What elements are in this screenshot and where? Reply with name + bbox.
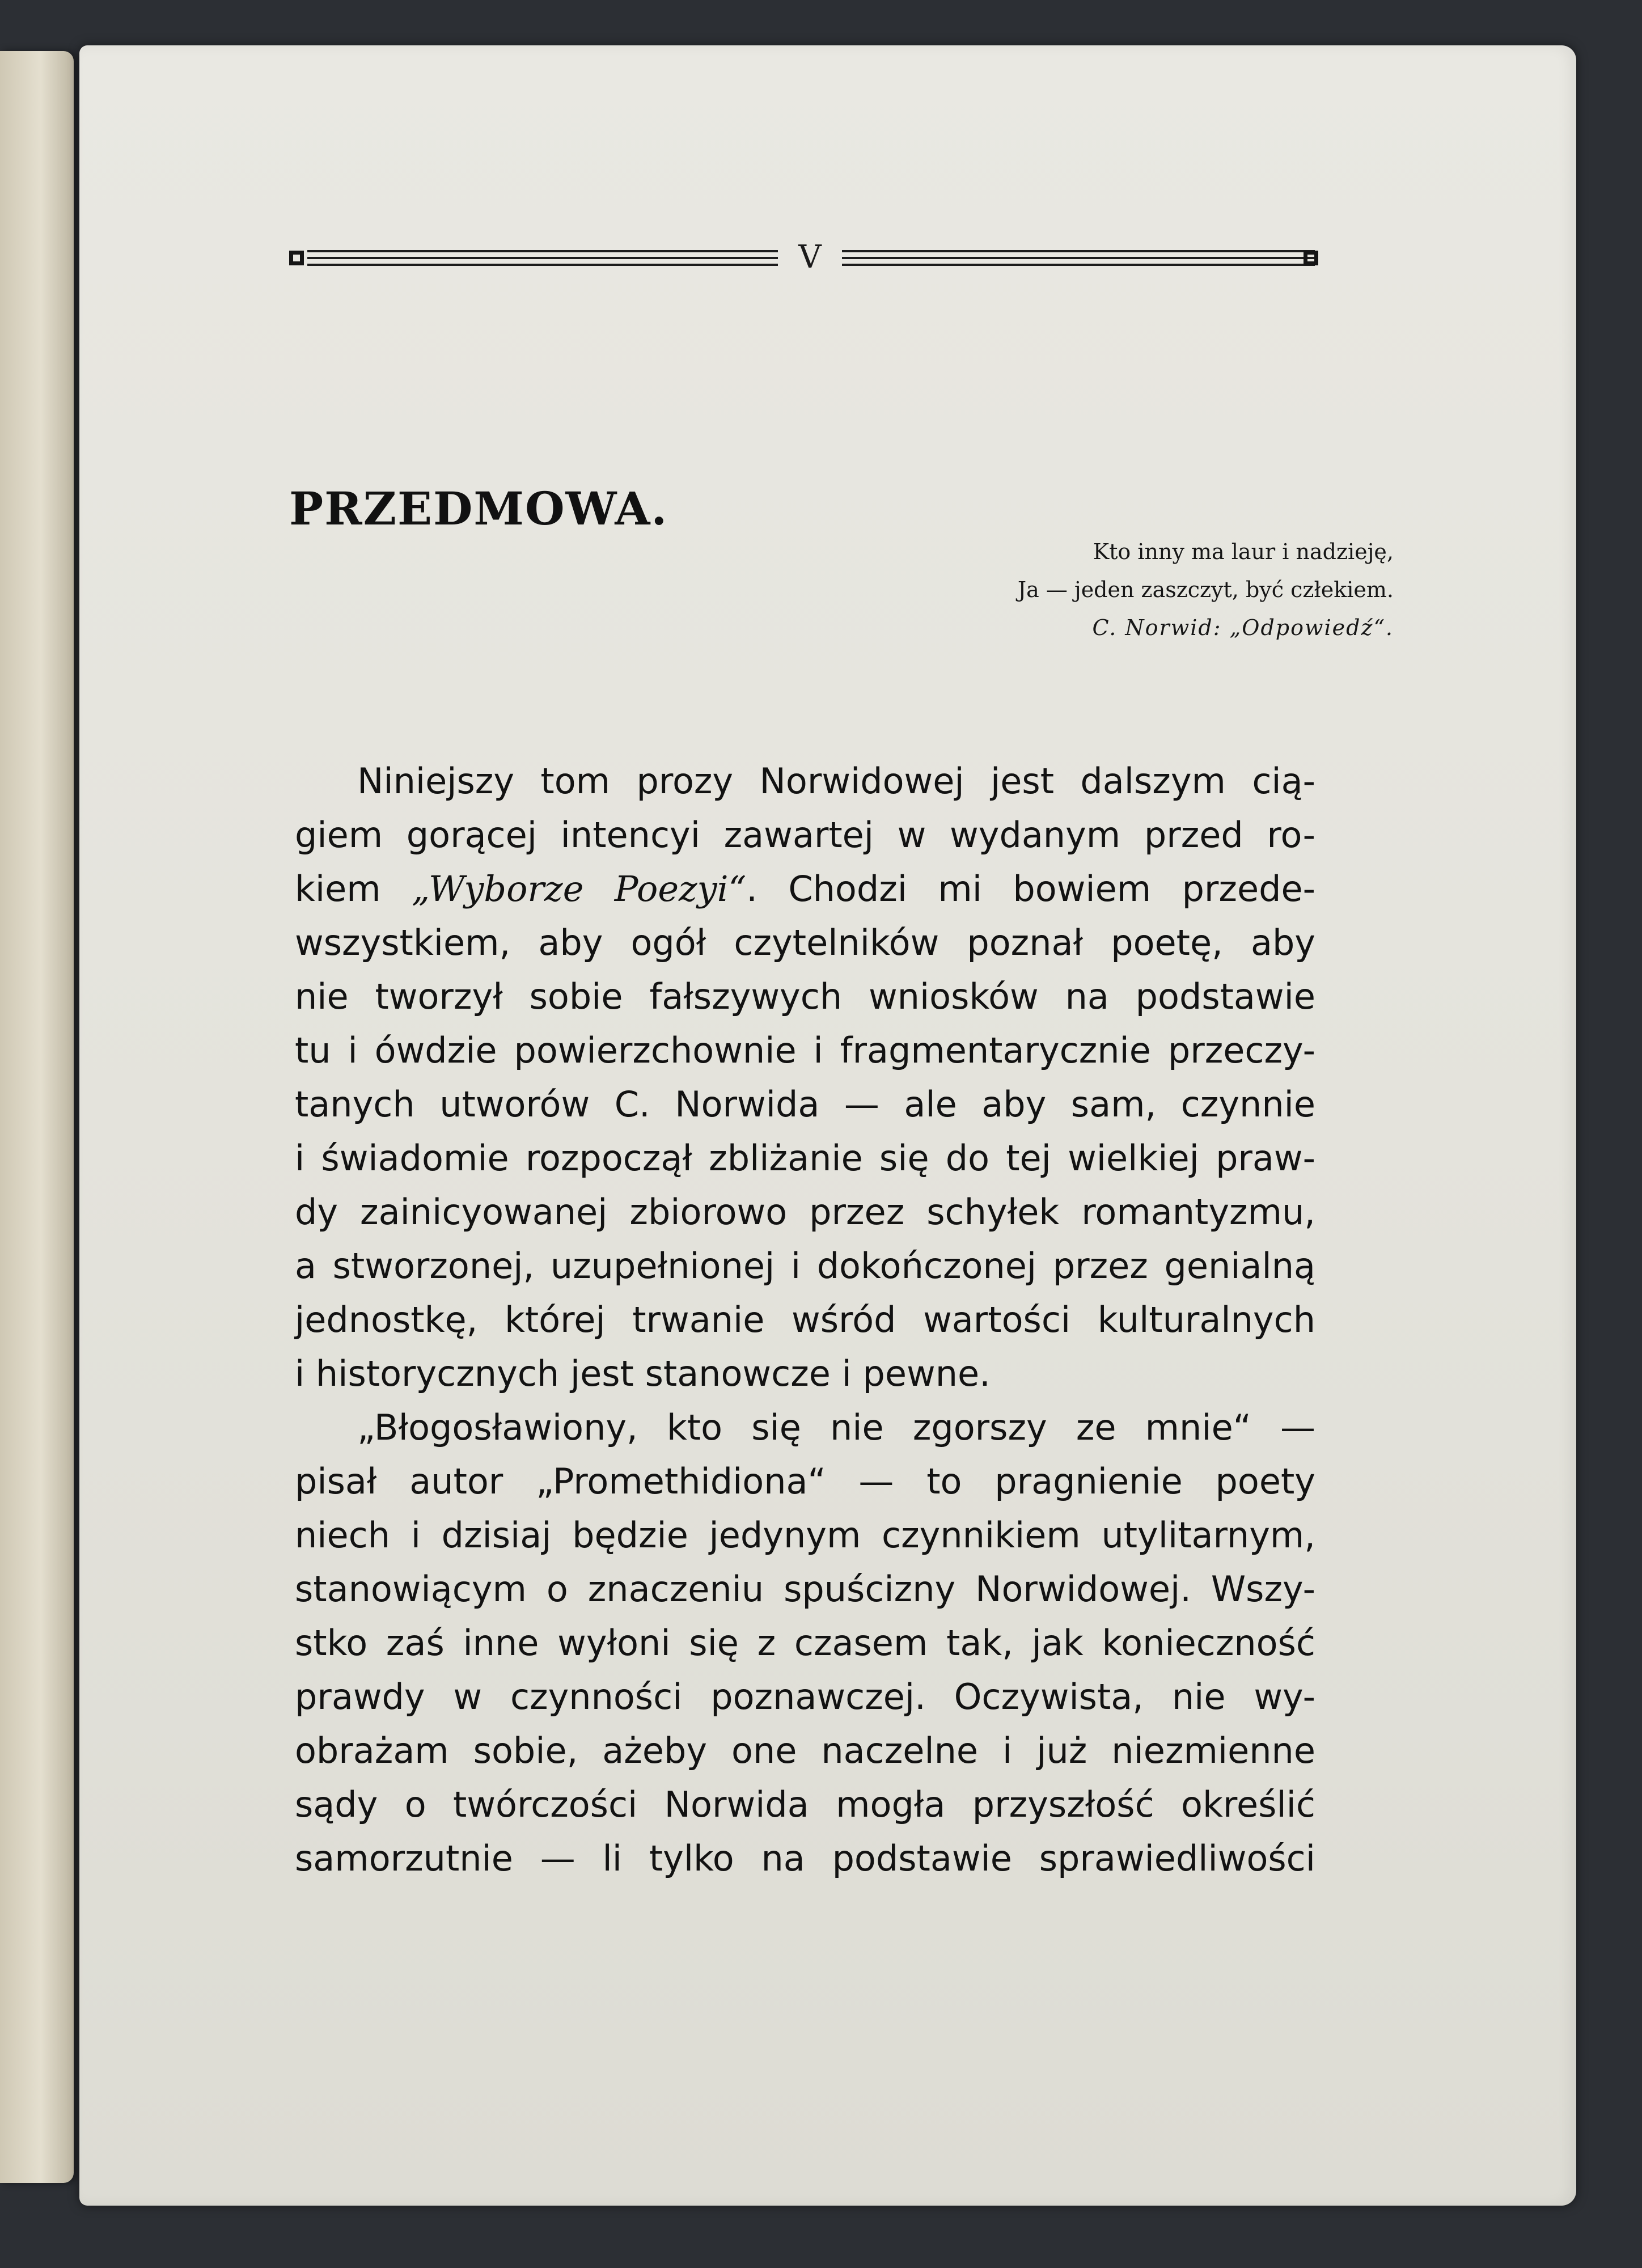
text-line: i historycznych jest stanowcze i pewne. (295, 1353, 991, 1394)
text-line: Niniejszy tom prozy Norwidowej jest dalszym cią- (357, 760, 1315, 802)
text-line: niech i dzisiaj będzie jedynym czynnikiem utylitarnym, (295, 1514, 1315, 1556)
epigraph-line: Kto inny ma laur i nadzieję, (1093, 539, 1394, 564)
text-line: pisał autor „Promethidiona“ — to pragnienie poety (295, 1461, 1315, 1502)
ornament-square-right (1304, 251, 1318, 265)
text-line: stko zaś inne wyłoni się z czasem tak, jak konieczność (295, 1622, 1315, 1664)
text-line: stanowiącym o znaczeniu spuścizny Norwidowej. Wszy- (295, 1568, 1315, 1610)
text-line: jednostkę, której trwanie wśród wartości kulturalnych (295, 1299, 1315, 1340)
text-line: giem gorącej intencyi zawartej w wydanym przed ro- (295, 814, 1315, 856)
text-line: tu i ówdzie powierzchownie i fragmentarycznie przeczy- (295, 1030, 1315, 1071)
text-line: tanych utworów C. Norwida — ale aby sam, czynnie (295, 1084, 1315, 1125)
text-run: kiem (295, 868, 381, 909)
ornament-square-left (289, 251, 304, 265)
text-line: obrażam sobie, ażeby one naczelne i już niezmienne (295, 1730, 1315, 1771)
ornament-rule-left (307, 250, 778, 266)
chapter-heading: PRZEDMOWA. (289, 482, 668, 535)
page-number: V (798, 239, 822, 276)
epigraph (1018, 533, 1394, 647)
ornament-rule-right (842, 250, 1315, 266)
text-line: prawdy w czynności poznawczej. Oczywista, nie wy- (295, 1676, 1315, 1717)
text-line: a stworzonej, uzupełnionej i dokończonej przez genialną (295, 1245, 1315, 1287)
text-line: wszystkiem, aby ogół czytelników poznał poetę, aby (295, 922, 1315, 963)
text-line: „Błogosławiony, kto się nie zgorszy ze mnie“ — (357, 1407, 1315, 1448)
text-line: sądy o twórczości Norwida mogła przyszłość określić (295, 1784, 1315, 1825)
book-title-italic: „Wyborze Poezyi“ (412, 868, 747, 909)
book-page (79, 45, 1576, 2206)
epigraph-line: Ja — jeden zaszczyt, być człekiem. (1017, 577, 1394, 602)
body-text (295, 754, 1315, 1885)
text-line: samorzutnie — li tylko na podstawie sprawiedliwości (295, 1838, 1315, 1879)
text-line (295, 862, 1315, 916)
facing-page-edge (0, 51, 74, 2183)
text-run: . Chodzi mi bowiem przede- (746, 868, 1315, 909)
text-line: i świadomie rozpoczął zbliżanie się do tej wielkiej praw- (295, 1137, 1315, 1179)
text-line: nie tworzył sobie fałszywych wniosków na podstawie (295, 976, 1315, 1017)
epigraph-source: C. Norwid: „Odpowiedź“. (1092, 615, 1394, 640)
running-head (289, 241, 1318, 275)
text-line: dy zainicyowanej zbiorowo przez schyłek romantyzmu, (295, 1191, 1315, 1233)
